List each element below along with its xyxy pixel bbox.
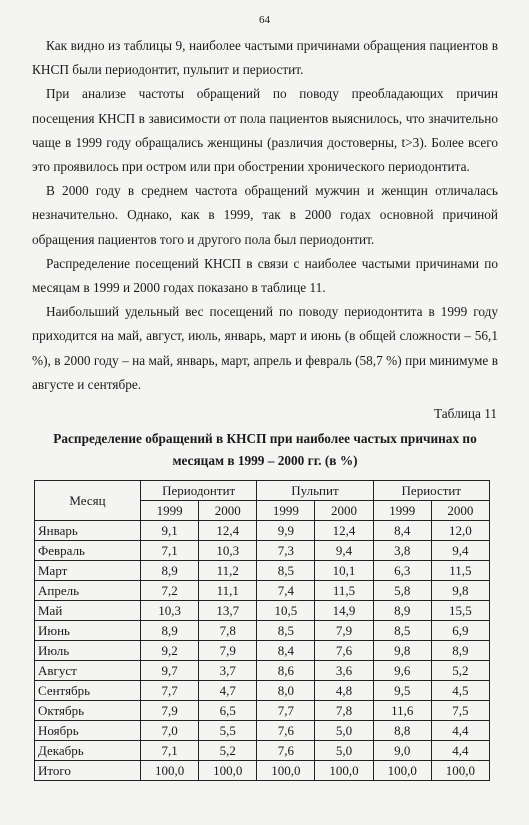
value-cell: 5,0	[315, 741, 373, 761]
value-cell: 9,5	[373, 681, 431, 701]
table-row	[35, 521, 490, 541]
table-row	[35, 721, 490, 741]
value-cell: 100,0	[315, 761, 373, 781]
table-row	[35, 541, 490, 561]
value-cell: 9,8	[373, 641, 431, 661]
table-header-row	[35, 481, 490, 501]
month-cell: Февраль	[35, 541, 141, 561]
value-cell: 11,1	[199, 581, 257, 601]
month-cell: Апрель	[35, 581, 141, 601]
value-cell: 7,9	[315, 621, 373, 641]
value-cell: 6,3	[373, 561, 431, 581]
year-header: 1999	[141, 501, 199, 521]
table-row	[35, 581, 490, 601]
paragraph: При анализе частоты обращений по поводу преобладающих причин посещения КНСП в зависимости от пола пациентов выяснилось, что значительно чаще в 1999 году обращались женщины (различия достоверны, t>3). Более всего это проявилось при остром или при обострении хронического периодонтита.	[32, 86, 498, 175]
table-label: Таблица 11	[433, 406, 497, 421]
value-cell: 7,6	[257, 741, 315, 761]
month-cell: Итого	[35, 761, 141, 781]
value-cell: 13,7	[199, 601, 257, 621]
value-cell: 7,5	[431, 701, 489, 721]
value-cell: 12,4	[315, 521, 373, 541]
value-cell: 8,5	[257, 621, 315, 641]
paragraph: Наибольший удельный вес посещений по поводу периодонтита в 1999 году приходится на май, август, июль, январь, март и июнь (в общей сложности – 56,1 %), в 2000 году – на май, январь, март, апрель и февраль (58,7 %) при минимуме в августе и сентябре.	[32, 304, 498, 392]
month-cell: Октябрь	[35, 701, 141, 721]
value-cell: 4,4	[431, 721, 489, 741]
value-cell: 7,7	[141, 681, 199, 701]
table-row	[35, 561, 490, 581]
value-cell: 100,0	[199, 761, 257, 781]
value-cell: 7,8	[199, 621, 257, 641]
value-cell: 7,0	[141, 721, 199, 741]
table-row	[35, 621, 490, 641]
value-cell: 3,7	[199, 661, 257, 681]
value-cell: 10,1	[315, 561, 373, 581]
value-cell: 4,5	[431, 681, 489, 701]
value-cell: 3,6	[315, 661, 373, 681]
value-cell: 9,0	[373, 741, 431, 761]
table-body	[35, 521, 490, 781]
value-cell: 6,5	[199, 701, 257, 721]
page-number: 64	[259, 14, 270, 26]
value-cell: 8,0	[257, 681, 315, 701]
value-cell: 9,7	[141, 661, 199, 681]
value-cell: 8,6	[257, 661, 315, 681]
value-cell: 14,9	[315, 601, 373, 621]
table-row	[35, 641, 490, 661]
value-cell: 100,0	[141, 761, 199, 781]
year-header: 2000	[199, 501, 257, 521]
month-cell: Июль	[35, 641, 141, 661]
value-cell: 7,7	[257, 701, 315, 721]
data-table	[34, 480, 490, 781]
value-cell: 5,0	[315, 721, 373, 741]
value-cell: 8,9	[141, 621, 199, 641]
value-cell: 10,5	[257, 601, 315, 621]
table-title: Распределение обращений в КНСП при наиболее частых причинах по месяцам в 1999 – 2000 гг. (в %)	[53, 431, 477, 468]
value-cell: 10,3	[199, 541, 257, 561]
month-cell: Май	[35, 601, 141, 621]
value-cell: 8,4	[257, 641, 315, 661]
month-cell: Декабрь	[35, 741, 141, 761]
value-cell: 8,8	[373, 721, 431, 741]
year-header: 2000	[315, 501, 373, 521]
value-cell: 7,8	[315, 701, 373, 721]
value-cell: 7,1	[141, 741, 199, 761]
value-cell: 10,3	[141, 601, 199, 621]
value-cell: 7,2	[141, 581, 199, 601]
value-cell: 7,6	[257, 721, 315, 741]
table-row	[35, 741, 490, 761]
value-cell: 5,2	[431, 661, 489, 681]
value-cell: 5,2	[199, 741, 257, 761]
paragraph: Как видно из таблицы 9, наиболее частыми причинами обращения пациентов в КНСП были периодонтит, пульпит и периостит.	[32, 38, 498, 78]
table-row	[35, 701, 490, 721]
table-row	[35, 681, 490, 701]
year-header: 2000	[431, 501, 489, 521]
value-cell: 11,5	[315, 581, 373, 601]
value-cell: 8,4	[373, 521, 431, 541]
value-cell: 12,4	[199, 521, 257, 541]
value-cell: 7,3	[257, 541, 315, 561]
table-row	[35, 661, 490, 681]
month-cell: Август	[35, 661, 141, 681]
month-cell: Март	[35, 561, 141, 581]
month-cell: Июнь	[35, 621, 141, 641]
value-cell: 9,9	[257, 521, 315, 541]
value-cell: 11,5	[431, 561, 489, 581]
value-cell: 12,0	[431, 521, 489, 541]
paragraph: В 2000 году в среднем частота обращений мужчин и женщин отличалась незначительно. Однако, как в 1999, так в 2000 годах основной причиной обращения пациентов того и другого пола был периодонтит.	[32, 183, 498, 247]
value-cell: 9,8	[431, 581, 489, 601]
value-cell: 9,4	[315, 541, 373, 561]
month-cell: Ноябрь	[35, 721, 141, 741]
value-cell: 8,5	[257, 561, 315, 581]
value-cell: 7,6	[315, 641, 373, 661]
value-cell: 9,1	[141, 521, 199, 541]
value-cell: 8,9	[141, 561, 199, 581]
value-cell: 5,5	[199, 721, 257, 741]
table-row	[35, 601, 490, 621]
value-cell: 6,9	[431, 621, 489, 641]
month-column-header: Месяц	[35, 481, 141, 521]
body-text	[32, 34, 498, 397]
group-header: Периодонтит	[141, 481, 257, 501]
value-cell: 8,5	[373, 621, 431, 641]
value-cell: 7,9	[141, 701, 199, 721]
value-cell: 9,6	[373, 661, 431, 681]
value-cell: 4,8	[315, 681, 373, 701]
group-header: Периостит	[373, 481, 489, 501]
value-cell: 11,6	[373, 701, 431, 721]
value-cell: 9,2	[141, 641, 199, 661]
year-header: 1999	[373, 501, 431, 521]
value-cell: 3,8	[373, 541, 431, 561]
value-cell: 7,9	[199, 641, 257, 661]
value-cell: 5,8	[373, 581, 431, 601]
value-cell: 100,0	[431, 761, 489, 781]
value-cell: 7,1	[141, 541, 199, 561]
month-cell: Январь	[35, 521, 141, 541]
month-cell: Сентябрь	[35, 681, 141, 701]
value-cell: 9,4	[431, 541, 489, 561]
value-cell: 11,2	[199, 561, 257, 581]
value-cell: 4,7	[199, 681, 257, 701]
value-cell: 15,5	[431, 601, 489, 621]
value-cell: 8,9	[373, 601, 431, 621]
value-cell: 7,4	[257, 581, 315, 601]
value-cell: 8,9	[431, 641, 489, 661]
value-cell: 100,0	[373, 761, 431, 781]
group-header: Пульпит	[257, 481, 373, 501]
value-cell: 4,4	[431, 741, 489, 761]
table-row	[35, 761, 490, 781]
paragraph: Распределение посещений КНСП в связи с наиболее частыми причинами по месяцам в 1999 и 2000 годах показано в таблице 11.	[32, 255, 498, 296]
value-cell: 100,0	[257, 761, 315, 781]
year-header: 1999	[257, 501, 315, 521]
